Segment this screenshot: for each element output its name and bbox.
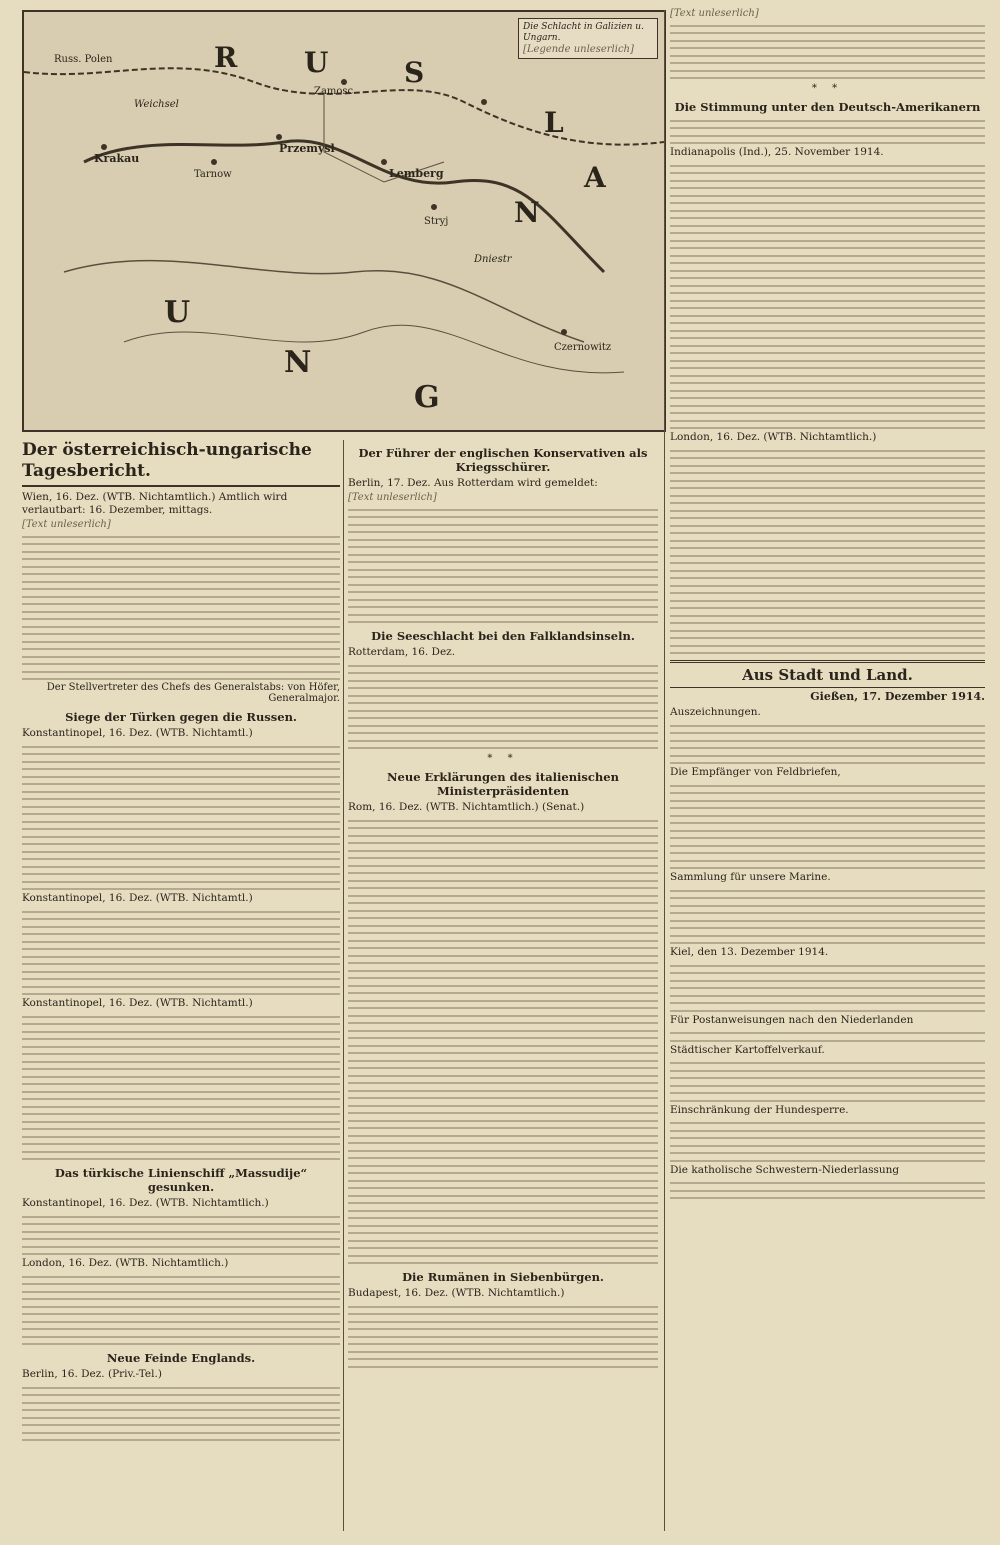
map-label-stryj: Stryj <box>424 216 449 227</box>
illegible-text: [Text unleserlich] <box>22 519 111 530</box>
battle-map <box>22 10 666 432</box>
separator-stars: * * <box>487 753 519 764</box>
text-lines <box>348 820 658 1265</box>
map-region-letter-a: A <box>584 161 606 194</box>
separator-stars: * * <box>811 83 844 94</box>
news-item-title: Städtischer Kartoffelverkauf. <box>670 1043 825 1056</box>
section-headline-stadt-und-land: Aus Stadt und Land. <box>670 660 985 688</box>
news-item-title: Die Empfänger von Feldbriefen, <box>670 766 841 778</box>
text-lines <box>670 965 985 1012</box>
section-heading: Die Seeschlacht bei den Falklandsinseln. <box>371 629 635 643</box>
text-lines <box>22 746 340 891</box>
dateline: Rom, 16. Dez. (WTB. Nichtamtlich.) (Senat.) <box>348 801 585 813</box>
dateline: Konstantinopel, 16. Dez. (WTB. Nichtamtl.) <box>22 997 253 1009</box>
text-lines <box>670 25 985 80</box>
section-heading: Der Führer der englischen Konservativen als Kriegsschürer. <box>358 446 648 474</box>
map-drawing <box>24 12 664 430</box>
dateline: Berlin, 16. Dez. (Priv.-Tel.) <box>22 1368 162 1380</box>
map-region-letter-s: S <box>404 56 425 89</box>
text-lines <box>22 1016 340 1161</box>
dateline: Berlin, 17. Dez. Aus Rotterdam wird gemeldet: <box>348 477 598 489</box>
map-label-zamosc: Zamosc <box>314 86 354 97</box>
map-region-letter-l: L <box>544 106 564 139</box>
news-item-title: Auszeichnungen. <box>670 706 761 718</box>
section-heading: Neue Feinde Englands. <box>106 1351 256 1365</box>
text-lines <box>670 165 985 430</box>
dateline: Kiel, den 13. Dezember 1914. <box>670 946 829 958</box>
dateline: London, 16. Dez. (WTB. Nichtamtlich.) <box>22 1257 229 1269</box>
column-right <box>670 8 985 1537</box>
map-region-letter-u: U <box>304 46 329 79</box>
dateline: Konstantinopel, 16. Dez. (WTB. Nichtamtl.) <box>22 892 253 904</box>
map-label-tarnow: Tarnow <box>194 169 232 180</box>
signature: Der Stellvertreter des Chefs des Generalstabs: von Höfer, Generalmajor. <box>46 682 340 704</box>
map-region-letter-u2: U <box>164 295 191 330</box>
column-rule <box>664 10 665 1531</box>
map-label-lemberg: Lemberg <box>389 167 444 180</box>
text-lines <box>348 1306 658 1368</box>
dateline: Budapest, 16. Dez. (WTB. Nichtamtlich.) <box>348 1287 565 1299</box>
text-lines <box>22 1276 340 1346</box>
text-lines <box>670 1122 985 1162</box>
text-lines <box>22 536 340 681</box>
dateline: Konstantinopel, 16. Dez. (WTB. Nichtamtlich.) <box>22 1197 269 1209</box>
column-left <box>22 440 340 1537</box>
text-lines <box>670 1032 985 1042</box>
map-region-letter-r: R <box>214 41 238 74</box>
dateline: London, 16. Dez. (WTB. Nichtamtlich.) <box>670 431 877 443</box>
map-label-russ-polen: Russ. Polen <box>54 54 113 65</box>
section-heading: Die Stimmung unter den Deutsch-Amerikanern <box>674 100 981 114</box>
text-lines <box>22 1387 340 1442</box>
map-region-letter-g: G <box>414 380 440 415</box>
news-item-title: Einschränkung der Hundesperre. <box>670 1103 849 1116</box>
dateline: Wien, 16. Dez. (WTB. Nichtamtlich.) Amtlich wird verlautbart: 16. Dezember, mittags. <box>22 491 288 516</box>
text-lines <box>22 911 340 996</box>
illegible-text: [Text unleserlich] <box>348 492 437 503</box>
dateline: Gießen, 17. Dezember 1914. <box>810 690 985 703</box>
map-legend <box>518 18 658 59</box>
column-rule <box>343 440 344 1531</box>
text-lines <box>670 785 985 870</box>
map-region-letter-n2: N <box>284 345 312 380</box>
section-heading: Neue Erklärungen des italienischen Ministerpräsidenten <box>387 770 619 798</box>
map-label-czernowitz: Czernowitz <box>554 342 612 353</box>
headline-tagesbericht: Der österreichisch-ungarische Tagesbericht. <box>22 440 340 487</box>
news-item-title: Für Postanweisungen nach den Niederlanden <box>670 1013 914 1026</box>
section-heading: Das türkische Linienschiff „Massudije“ gesunken. <box>54 1166 308 1194</box>
text-lines <box>670 450 985 655</box>
illegible-text: [Text unleserlich] <box>670 8 759 19</box>
text-lines <box>348 665 658 750</box>
news-item-title: Sammlung für unsere Marine. <box>670 871 831 883</box>
text-lines <box>670 1062 985 1102</box>
text-lines <box>348 509 658 624</box>
news-item-title: Die katholische Schwestern-Niederlassung <box>670 1163 900 1176</box>
column-middle <box>348 440 658 1537</box>
map-label-weichsel: Weichsel <box>134 99 179 110</box>
section-heading: Siege der Türken gegen die Russen. <box>65 710 297 724</box>
map-legend-title: Die Schlacht in Galizien u. Ungarn. <box>523 22 644 43</box>
map-region-letter-n: N <box>514 196 540 229</box>
text-lines <box>670 120 985 145</box>
text-lines <box>22 1216 340 1256</box>
text-lines <box>670 725 985 765</box>
text-lines <box>670 1182 985 1199</box>
dateline: Indianapolis (Ind.), 25. November 1914. <box>670 146 884 158</box>
section-heading: Die Rumänen in Siebenbürgen. <box>402 1270 604 1284</box>
map-legend-note: [Legende unleserlich] <box>523 44 634 55</box>
text-lines <box>670 890 985 945</box>
dateline: Konstantinopel, 16. Dez. (WTB. Nichtamtl.) <box>22 727 253 739</box>
dateline: Rotterdam, 16. Dez. <box>348 646 456 658</box>
map-label-dniestr: Dniestr <box>474 254 512 265</box>
map-label-przemysl: Przemysl <box>279 142 335 155</box>
map-label-krakau: Krakau <box>94 152 140 165</box>
